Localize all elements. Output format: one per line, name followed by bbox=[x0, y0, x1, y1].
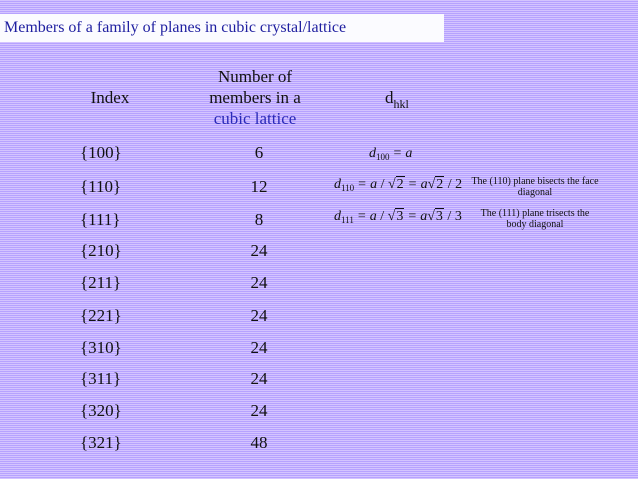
sqrt-icon: √ bbox=[427, 177, 436, 192]
equals-sign: = bbox=[408, 177, 417, 192]
radicand: 3 bbox=[396, 209, 404, 224]
table-row bbox=[0, 138, 638, 168]
row-count: 24 bbox=[250, 241, 268, 260]
divisor: 2 bbox=[455, 177, 463, 192]
header-members-line2: members in a bbox=[209, 88, 301, 107]
formula-d111 bbox=[334, 209, 462, 225]
equals-sign: = bbox=[357, 209, 366, 224]
header-d: d bbox=[385, 88, 394, 107]
equals-sign: = bbox=[393, 146, 402, 161]
formula-d100 bbox=[369, 146, 412, 162]
table-row bbox=[0, 364, 638, 394]
formula-subscript: 110 bbox=[341, 183, 355, 193]
row-count: 24 bbox=[250, 369, 268, 388]
radicand: 3 bbox=[435, 209, 443, 224]
row-index: {100} bbox=[80, 143, 122, 162]
formula-symbol: d bbox=[334, 209, 341, 224]
row-index: {320} bbox=[80, 401, 122, 420]
row-count: 24 bbox=[250, 338, 268, 357]
row-index: {211} bbox=[80, 273, 122, 292]
sqrt-icon: √ bbox=[427, 209, 435, 224]
table-row bbox=[0, 396, 638, 426]
header-index: Index bbox=[90, 88, 130, 107]
row-count: 24 bbox=[250, 401, 268, 420]
note-111: The (111) plane trisects the body diagonal bbox=[480, 208, 590, 230]
table-row bbox=[0, 428, 638, 458]
equals-sign: = bbox=[408, 209, 417, 224]
sqrt-icon: √ bbox=[387, 177, 396, 192]
header-members-line3: cubic lattice bbox=[213, 109, 297, 128]
slash: / bbox=[443, 209, 455, 224]
divisor: 3 bbox=[454, 209, 462, 224]
equals-sign: = bbox=[358, 177, 367, 192]
row-index: {110} bbox=[80, 177, 122, 196]
row-count: 24 bbox=[250, 306, 268, 325]
row-count: 24 bbox=[250, 273, 268, 292]
slash: / bbox=[377, 177, 388, 192]
row-count: 6 bbox=[254, 143, 264, 162]
table-row bbox=[0, 301, 638, 331]
header-members bbox=[180, 66, 330, 129]
header-members-line1: Number of bbox=[217, 67, 293, 86]
slash: / bbox=[376, 209, 388, 224]
formula-a: a bbox=[420, 209, 428, 224]
note-110: The (110) plane bisects the face diagonal bbox=[471, 176, 599, 198]
formula-symbol: d bbox=[334, 177, 341, 192]
header-dhkl bbox=[385, 87, 409, 115]
row-count: 48 bbox=[250, 433, 268, 452]
formula-a: a bbox=[420, 177, 428, 192]
row-count: 12 bbox=[250, 177, 268, 196]
table-row bbox=[0, 333, 638, 363]
sqrt-icon: √ bbox=[387, 209, 396, 224]
row-index: {311} bbox=[80, 369, 122, 388]
row-index: {221} bbox=[80, 306, 122, 325]
row-index: {210} bbox=[80, 241, 122, 260]
radicand: 2 bbox=[396, 177, 404, 192]
formula-rhs: a bbox=[405, 146, 413, 161]
radicand: 2 bbox=[436, 177, 444, 192]
formula-a: a bbox=[370, 177, 378, 192]
slash: / bbox=[444, 177, 456, 192]
row-index: {310} bbox=[80, 338, 122, 357]
row-index: {321} bbox=[80, 433, 122, 452]
row-index: {111} bbox=[80, 210, 121, 229]
table-row bbox=[0, 268, 638, 298]
formula-a: a bbox=[369, 209, 377, 224]
slide-title: Members of a family of planes in cubic crystal/lattice bbox=[0, 14, 444, 42]
table-row bbox=[0, 236, 638, 266]
formula-subscript: 111 bbox=[341, 215, 354, 225]
row-count: 8 bbox=[254, 210, 264, 229]
header-d-sub: hkl bbox=[393, 97, 409, 111]
formula-symbol: d bbox=[369, 146, 376, 161]
formula-d110 bbox=[334, 177, 462, 193]
formula-subscript: 100 bbox=[376, 152, 390, 162]
